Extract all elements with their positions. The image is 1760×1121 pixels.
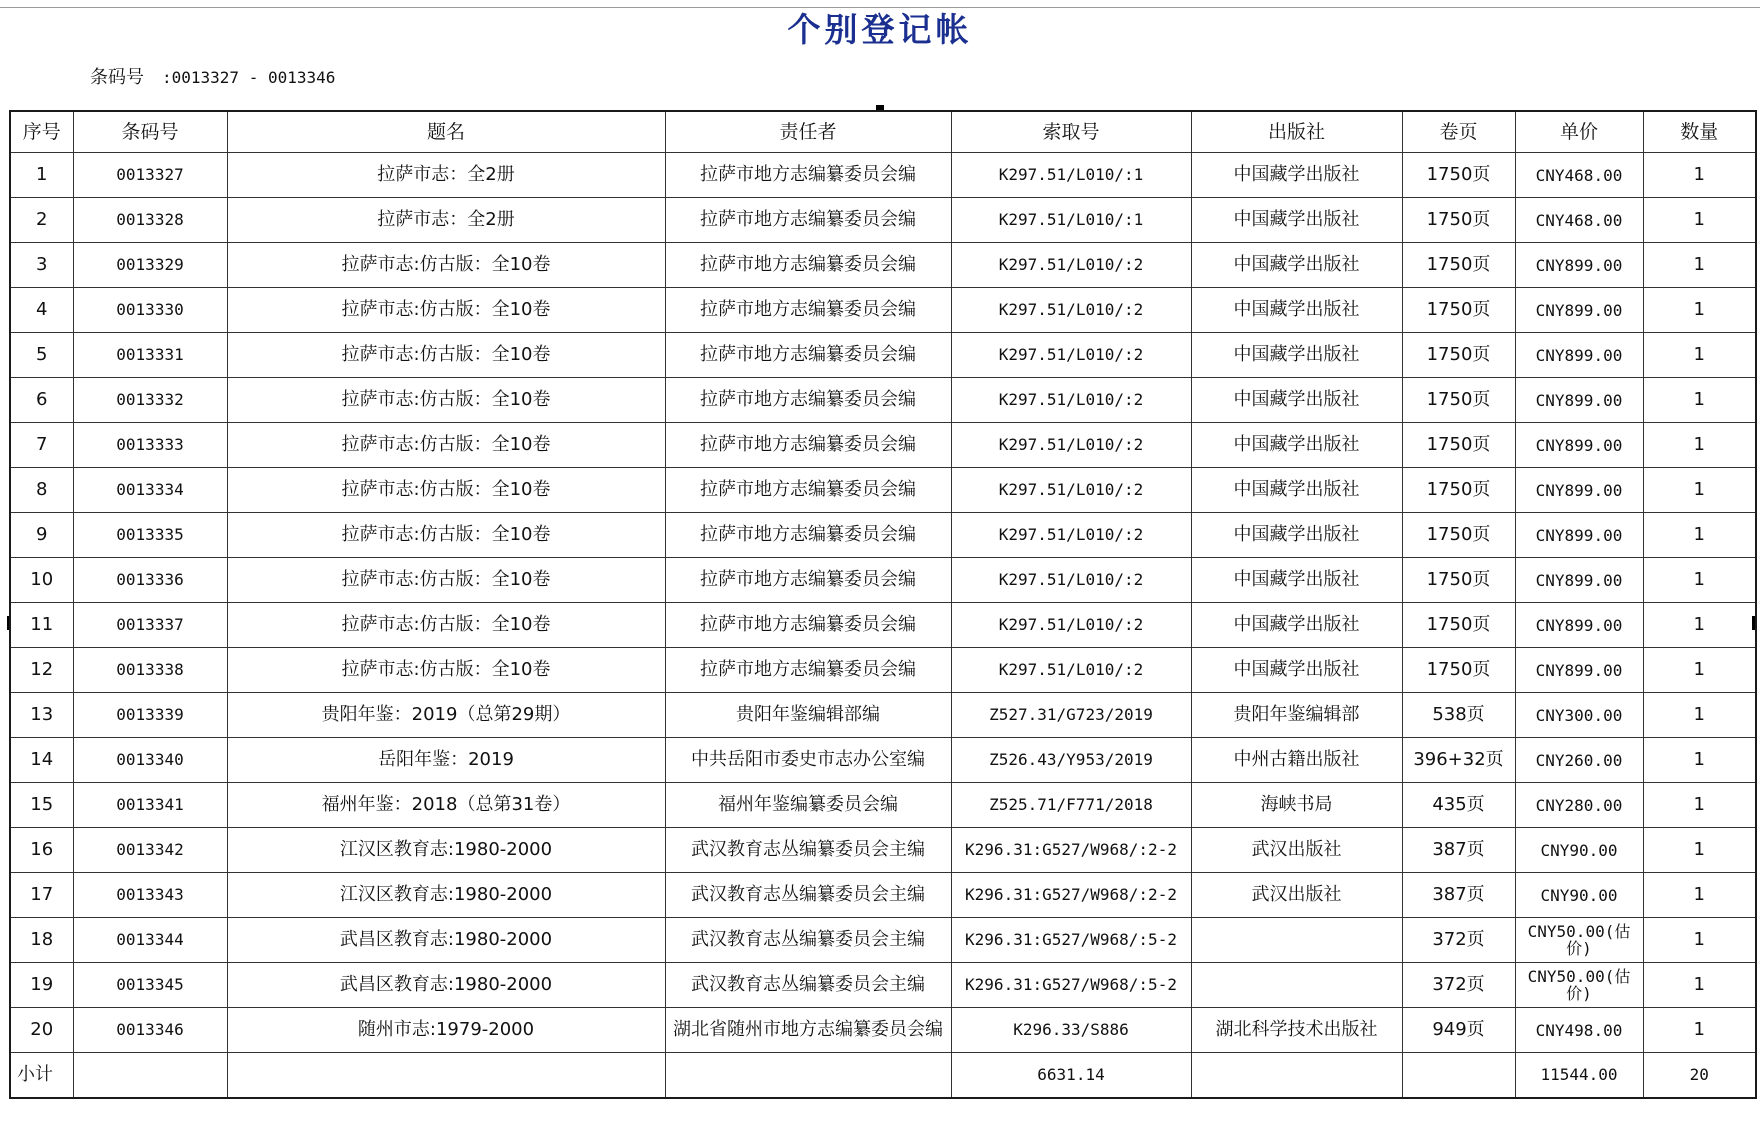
column-header-publisher: 出版社 bbox=[1191, 111, 1402, 153]
cell-index: 7 bbox=[10, 423, 73, 468]
table-row bbox=[10, 378, 1756, 423]
cell-quantity: 1 bbox=[1643, 558, 1756, 603]
cell-index: 6 bbox=[10, 378, 73, 423]
cell-author: 拉萨市地方志编纂委员会编 bbox=[665, 513, 951, 558]
cell-barcode: 0013336 bbox=[73, 558, 227, 603]
cell-publisher: 贵阳年鉴编辑部 bbox=[1191, 693, 1402, 738]
cell-call-number: K296.31:G527/W968/:2-2 bbox=[951, 828, 1191, 873]
cell-barcode: 0013346 bbox=[73, 1008, 227, 1053]
cell-title: 拉萨市志:仿古版：全10卷 bbox=[227, 423, 665, 468]
cell-barcode: 0013334 bbox=[73, 468, 227, 513]
cell-publisher: 湖北科学技术出版社 bbox=[1191, 1008, 1402, 1053]
cell-index: 18 bbox=[10, 918, 73, 963]
cell-barcode: 0013331 bbox=[73, 333, 227, 378]
barcode-range bbox=[90, 66, 335, 90]
cell-pages: 372页 bbox=[1402, 963, 1515, 1008]
cell-call-number: Z526.43/Y953/2019 bbox=[951, 738, 1191, 783]
table-row bbox=[10, 243, 1756, 288]
cell-quantity: 1 bbox=[1643, 693, 1756, 738]
cell-author: 拉萨市地方志编纂委员会编 bbox=[665, 333, 951, 378]
cell-call-number: Z525.71/F771/2018 bbox=[951, 783, 1191, 828]
subtotal-empty-cell bbox=[665, 1053, 951, 1099]
cell-pages: 435页 bbox=[1402, 783, 1515, 828]
cell-barcode: 0013329 bbox=[73, 243, 227, 288]
cell-barcode: 0013342 bbox=[73, 828, 227, 873]
cell-title: 江汉区教育志:1980-2000 bbox=[227, 828, 665, 873]
cell-title: 拉萨市志:仿古版：全10卷 bbox=[227, 468, 665, 513]
cell-quantity: 1 bbox=[1643, 738, 1756, 783]
cell-title: 福州年鉴：2018（总第31卷） bbox=[227, 783, 665, 828]
cell-title: 武昌区教育志:1980-2000 bbox=[227, 918, 665, 963]
cell-author: 拉萨市地方志编纂委员会编 bbox=[665, 603, 951, 648]
subtotal-empty-cell bbox=[227, 1053, 665, 1099]
cell-barcode: 0013328 bbox=[73, 198, 227, 243]
cell-call-number: Z527.31/G723/2019 bbox=[951, 693, 1191, 738]
cell-author: 拉萨市地方志编纂委员会编 bbox=[665, 423, 951, 468]
barcode-range-value: :0013327 - 0013346 bbox=[162, 68, 336, 87]
cell-price: CNY899.00 bbox=[1515, 423, 1643, 468]
cell-call-number: K297.51/L010/:2 bbox=[951, 288, 1191, 333]
cell-publisher: 中国藏学出版社 bbox=[1191, 513, 1402, 558]
cell-price: CNY899.00 bbox=[1515, 648, 1643, 693]
column-header-index: 序号 bbox=[10, 111, 73, 153]
subtotal-quantity: 20 bbox=[1643, 1053, 1756, 1099]
table-row bbox=[10, 468, 1756, 513]
cell-pages: 372页 bbox=[1402, 918, 1515, 963]
cell-barcode: 0013327 bbox=[73, 153, 227, 198]
cell-index: 10 bbox=[10, 558, 73, 603]
cell-pages: 1750页 bbox=[1402, 333, 1515, 378]
cell-call-number: K296.31:G527/W968/:5-2 bbox=[951, 918, 1191, 963]
cell-index: 9 bbox=[10, 513, 73, 558]
cell-call-number: K297.51/L010/:2 bbox=[951, 243, 1191, 288]
cell-quantity: 1 bbox=[1643, 423, 1756, 468]
table-row bbox=[10, 513, 1756, 558]
cell-publisher: 中国藏学出版社 bbox=[1191, 198, 1402, 243]
table-row bbox=[10, 333, 1756, 378]
cell-pages: 1750页 bbox=[1402, 378, 1515, 423]
cell-pages: 1750页 bbox=[1402, 468, 1515, 513]
cell-call-number: K297.51/L010/:2 bbox=[951, 468, 1191, 513]
cell-price: CNY899.00 bbox=[1515, 603, 1643, 648]
cell-price: CNY899.00 bbox=[1515, 558, 1643, 603]
cell-pages: 949页 bbox=[1402, 1008, 1515, 1053]
cell-publisher: 中国藏学出版社 bbox=[1191, 423, 1402, 468]
cell-title: 拉萨市志:仿古版：全10卷 bbox=[227, 333, 665, 378]
cell-call-number: K297.51/L010/:2 bbox=[951, 423, 1191, 468]
cell-publisher: 海峡书局 bbox=[1191, 783, 1402, 828]
cell-author: 拉萨市地方志编纂委员会编 bbox=[665, 288, 951, 333]
subtotal-price: 11544.00 bbox=[1515, 1053, 1643, 1099]
cell-title: 拉萨市志:仿古版：全10卷 bbox=[227, 378, 665, 423]
cell-price: CNY300.00 bbox=[1515, 693, 1643, 738]
cell-author: 湖北省随州市地方志编纂委员会编 bbox=[665, 1008, 951, 1053]
cell-title: 拉萨市志:仿古版：全10卷 bbox=[227, 513, 665, 558]
cell-call-number: K297.51/L010/:2 bbox=[951, 648, 1191, 693]
cell-call-number: K296.33/S886 bbox=[951, 1008, 1191, 1053]
table-row bbox=[10, 153, 1756, 198]
cell-barcode: 0013335 bbox=[73, 513, 227, 558]
subtotal-empty-cell bbox=[1402, 1053, 1515, 1099]
cell-pages: 1750页 bbox=[1402, 198, 1515, 243]
table-row bbox=[10, 693, 1756, 738]
cell-author: 武汉教育志丛编纂委员会主编 bbox=[665, 873, 951, 918]
cell-price: CNY90.00 bbox=[1515, 828, 1643, 873]
cell-index: 16 bbox=[10, 828, 73, 873]
column-header-pages: 卷页 bbox=[1402, 111, 1515, 153]
cell-quantity: 1 bbox=[1643, 378, 1756, 423]
cell-index: 2 bbox=[10, 198, 73, 243]
header-row bbox=[10, 111, 1756, 153]
table-row bbox=[10, 963, 1756, 1008]
cell-publisher bbox=[1191, 918, 1402, 963]
cell-quantity: 1 bbox=[1643, 333, 1756, 378]
cell-quantity: 1 bbox=[1643, 918, 1756, 963]
cell-call-number: K297.51/L010/:2 bbox=[951, 378, 1191, 423]
cell-index: 1 bbox=[10, 153, 73, 198]
cell-price: CNY899.00 bbox=[1515, 513, 1643, 558]
cell-index: 20 bbox=[10, 1008, 73, 1053]
cell-price: CNY468.00 bbox=[1515, 153, 1643, 198]
cell-pages: 1750页 bbox=[1402, 423, 1515, 468]
cell-title: 拉萨市志:仿古版：全10卷 bbox=[227, 288, 665, 333]
cell-quantity: 1 bbox=[1643, 603, 1756, 648]
subtotal-empty-cell bbox=[73, 1053, 227, 1099]
cell-barcode: 0013341 bbox=[73, 783, 227, 828]
cell-price: CNY468.00 bbox=[1515, 198, 1643, 243]
cell-title: 贵阳年鉴：2019（总第29期） bbox=[227, 693, 665, 738]
cell-barcode: 0013339 bbox=[73, 693, 227, 738]
cell-call-number: K297.51/L010/:1 bbox=[951, 198, 1191, 243]
subtotal-row bbox=[10, 1053, 1756, 1099]
cell-index: 19 bbox=[10, 963, 73, 1008]
cell-index: 14 bbox=[10, 738, 73, 783]
cell-pages: 1750页 bbox=[1402, 558, 1515, 603]
cell-author: 中共岳阳市委史市志办公室编 bbox=[665, 738, 951, 783]
cell-author: 贵阳年鉴编辑部编 bbox=[665, 693, 951, 738]
cell-pages: 1750页 bbox=[1402, 648, 1515, 693]
table-row bbox=[10, 198, 1756, 243]
table-row bbox=[10, 873, 1756, 918]
subtotal-call-number: 6631.14 bbox=[951, 1053, 1191, 1099]
cell-price: CNY50.00(估价) bbox=[1515, 918, 1643, 963]
cell-barcode: 0013330 bbox=[73, 288, 227, 333]
cell-author: 福州年鉴编纂委员会编 bbox=[665, 783, 951, 828]
cell-pages: 1750页 bbox=[1402, 153, 1515, 198]
column-header-title: 题名 bbox=[227, 111, 665, 153]
cell-index: 3 bbox=[10, 243, 73, 288]
cell-price: CNY50.00(估价) bbox=[1515, 963, 1643, 1008]
cell-call-number: K297.51/L010/:2 bbox=[951, 603, 1191, 648]
cell-title: 拉萨市志:仿古版：全10卷 bbox=[227, 648, 665, 693]
cell-barcode: 0013343 bbox=[73, 873, 227, 918]
cell-quantity: 1 bbox=[1643, 648, 1756, 693]
cell-quantity: 1 bbox=[1643, 288, 1756, 333]
cell-quantity: 1 bbox=[1643, 468, 1756, 513]
cell-author: 武汉教育志丛编纂委员会主编 bbox=[665, 918, 951, 963]
cell-publisher: 中国藏学出版社 bbox=[1191, 648, 1402, 693]
cell-barcode: 0013338 bbox=[73, 648, 227, 693]
column-header-author: 责任者 bbox=[665, 111, 951, 153]
cell-barcode: 0013337 bbox=[73, 603, 227, 648]
cell-barcode: 0013344 bbox=[73, 918, 227, 963]
page-title: 个别登记帐 bbox=[787, 10, 973, 49]
table-row bbox=[10, 1008, 1756, 1053]
cell-call-number: K297.51/L010/:1 bbox=[951, 153, 1191, 198]
table-row bbox=[10, 603, 1756, 648]
table-row bbox=[10, 828, 1756, 873]
subtotal-empty-cell bbox=[1191, 1053, 1402, 1099]
table-row bbox=[10, 918, 1756, 963]
cell-quantity: 1 bbox=[1643, 828, 1756, 873]
cell-author: 武汉教育志丛编纂委员会主编 bbox=[665, 963, 951, 1008]
cell-call-number: K297.51/L010/:2 bbox=[951, 513, 1191, 558]
cell-title: 拉萨市志：全2册 bbox=[227, 153, 665, 198]
cell-price: CNY899.00 bbox=[1515, 333, 1643, 378]
subtotal-label: 小计 bbox=[10, 1053, 73, 1099]
cell-call-number: K296.31:G527/W968/:5-2 bbox=[951, 963, 1191, 1008]
cell-call-number: K297.51/L010/:2 bbox=[951, 333, 1191, 378]
cell-pages: 1750页 bbox=[1402, 513, 1515, 558]
cell-barcode: 0013332 bbox=[73, 378, 227, 423]
cell-pages: 1750页 bbox=[1402, 243, 1515, 288]
table-row bbox=[10, 423, 1756, 468]
cell-title: 江汉区教育志:1980-2000 bbox=[227, 873, 665, 918]
column-header-barcode: 条码号 bbox=[73, 111, 227, 153]
table-row bbox=[10, 648, 1756, 693]
cell-quantity: 1 bbox=[1643, 873, 1756, 918]
cell-title: 拉萨市志:仿古版：全10卷 bbox=[227, 558, 665, 603]
cell-author: 拉萨市地方志编纂委员会编 bbox=[665, 153, 951, 198]
cell-price: CNY260.00 bbox=[1515, 738, 1643, 783]
cell-author: 拉萨市地方志编纂委员会编 bbox=[665, 198, 951, 243]
cell-price: CNY280.00 bbox=[1515, 783, 1643, 828]
table-row bbox=[10, 288, 1756, 333]
cell-publisher: 中州古籍出版社 bbox=[1191, 738, 1402, 783]
cell-publisher bbox=[1191, 963, 1402, 1008]
cell-author: 拉萨市地方志编纂委员会编 bbox=[665, 378, 951, 423]
cell-barcode: 0013333 bbox=[73, 423, 227, 468]
cell-pages: 387页 bbox=[1402, 873, 1515, 918]
cell-publisher: 中国藏学出版社 bbox=[1191, 288, 1402, 333]
cell-price: CNY899.00 bbox=[1515, 378, 1643, 423]
cell-index: 11 bbox=[10, 603, 73, 648]
cell-publisher: 中国藏学出版社 bbox=[1191, 558, 1402, 603]
column-header-quantity: 数量 bbox=[1643, 111, 1756, 153]
cell-barcode: 0013345 bbox=[73, 963, 227, 1008]
cell-pages: 1750页 bbox=[1402, 288, 1515, 333]
cell-pages: 538页 bbox=[1402, 693, 1515, 738]
cell-index: 17 bbox=[10, 873, 73, 918]
cell-quantity: 1 bbox=[1643, 153, 1756, 198]
barcode-range-label: 条码号 bbox=[90, 67, 144, 88]
cell-price: CNY498.00 bbox=[1515, 1008, 1643, 1053]
cell-call-number: K297.51/L010/:2 bbox=[951, 558, 1191, 603]
cell-author: 拉萨市地方志编纂委员会编 bbox=[665, 648, 951, 693]
cell-quantity: 1 bbox=[1643, 243, 1756, 288]
table-row bbox=[10, 558, 1756, 603]
table-row bbox=[10, 738, 1756, 783]
cell-quantity: 1 bbox=[1643, 783, 1756, 828]
cell-index: 12 bbox=[10, 648, 73, 693]
cell-title: 岳阳年鉴：2019 bbox=[227, 738, 665, 783]
cell-pages: 387页 bbox=[1402, 828, 1515, 873]
cell-publisher: 武汉出版社 bbox=[1191, 828, 1402, 873]
cell-index: 8 bbox=[10, 468, 73, 513]
cell-title: 拉萨市志:仿古版：全10卷 bbox=[227, 603, 665, 648]
cell-publisher: 中国藏学出版社 bbox=[1191, 378, 1402, 423]
cell-price: CNY899.00 bbox=[1515, 243, 1643, 288]
ledger-table bbox=[9, 110, 1757, 1099]
cell-price: CNY899.00 bbox=[1515, 288, 1643, 333]
column-header-price: 单价 bbox=[1515, 111, 1643, 153]
cell-quantity: 1 bbox=[1643, 963, 1756, 1008]
cell-author: 拉萨市地方志编纂委员会编 bbox=[665, 558, 951, 603]
cell-publisher: 中国藏学出版社 bbox=[1191, 603, 1402, 648]
cell-quantity: 1 bbox=[1643, 198, 1756, 243]
cell-author: 拉萨市地方志编纂委员会编 bbox=[665, 468, 951, 513]
cell-author: 武汉教育志丛编纂委员会主编 bbox=[665, 828, 951, 873]
cell-title: 拉萨市志:仿古版：全10卷 bbox=[227, 243, 665, 288]
cell-price: CNY899.00 bbox=[1515, 468, 1643, 513]
cell-pages: 396+32页 bbox=[1402, 738, 1515, 783]
cell-index: 5 bbox=[10, 333, 73, 378]
cell-author: 拉萨市地方志编纂委员会编 bbox=[665, 243, 951, 288]
cell-call-number: K296.31:G527/W968/:2-2 bbox=[951, 873, 1191, 918]
cell-publisher: 中国藏学出版社 bbox=[1191, 468, 1402, 513]
column-header-call-number: 索取号 bbox=[951, 111, 1191, 153]
cell-quantity: 1 bbox=[1643, 513, 1756, 558]
table-row bbox=[10, 783, 1756, 828]
cell-title: 拉萨市志：全2册 bbox=[227, 198, 665, 243]
cell-barcode: 0013340 bbox=[73, 738, 227, 783]
cell-publisher: 武汉出版社 bbox=[1191, 873, 1402, 918]
cell-index: 13 bbox=[10, 693, 73, 738]
cell-publisher: 中国藏学出版社 bbox=[1191, 153, 1402, 198]
cell-publisher: 中国藏学出版社 bbox=[1191, 333, 1402, 378]
cell-pages: 1750页 bbox=[1402, 603, 1515, 648]
cell-index: 4 bbox=[10, 288, 73, 333]
cell-price: CNY90.00 bbox=[1515, 873, 1643, 918]
cell-title: 武昌区教育志:1980-2000 bbox=[227, 963, 665, 1008]
cell-quantity: 1 bbox=[1643, 1008, 1756, 1053]
cell-title: 随州市志:1979-2000 bbox=[227, 1008, 665, 1053]
cell-index: 15 bbox=[10, 783, 73, 828]
cell-publisher: 中国藏学出版社 bbox=[1191, 243, 1402, 288]
ledger-body bbox=[10, 153, 1756, 1053]
